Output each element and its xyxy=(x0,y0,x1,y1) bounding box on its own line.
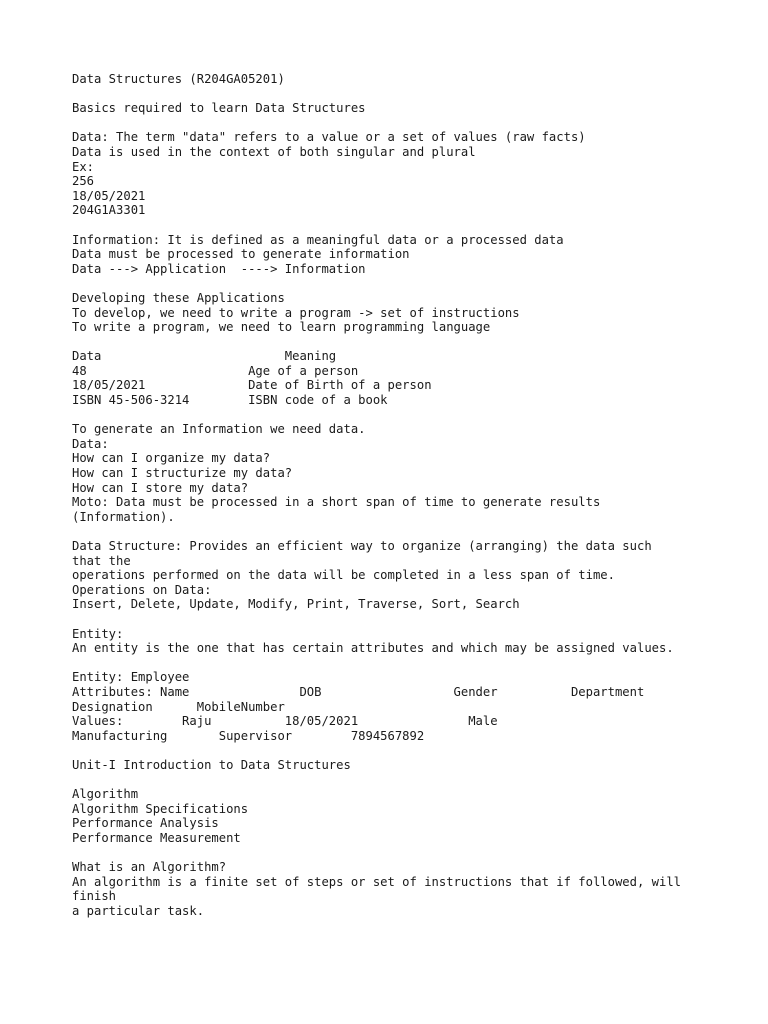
text-line: Ex: xyxy=(72,159,95,174)
text-line: Basics required to learn Data Structures xyxy=(72,101,366,116)
text-line: Values: Raju 18/05/2021 Male xyxy=(72,714,498,729)
text-line: ISBN 45-506-3214 ISBN code of a book xyxy=(72,393,388,408)
text-line: 256 xyxy=(72,174,95,189)
text-line: Data Meaning xyxy=(72,349,337,364)
text-line: Data ---> Application ----> Information xyxy=(72,261,366,276)
blank-line xyxy=(72,276,752,291)
text-line: that the xyxy=(72,553,131,568)
blank-line xyxy=(72,87,752,102)
text-line: Data Structure: Provides an efficient way to organize (arranging) the data such xyxy=(72,539,652,553)
blank-line xyxy=(72,743,752,758)
text-line: An entity is the one that has certain attributes and which may be assigned values. xyxy=(72,641,674,656)
blank-line xyxy=(72,845,752,860)
text-line: Designation MobileNumber xyxy=(72,699,285,714)
text-line: Data Structures (R204GA05201) xyxy=(72,72,285,86)
text-line: How can I structurize my data? xyxy=(72,466,293,481)
text-line: An algorithm is a finite set of steps or set of instructions that if followed, will xyxy=(72,874,682,889)
text-line: a particular task. xyxy=(72,903,205,918)
text-line: Algorithm xyxy=(72,787,139,802)
text-line: How can I store my data? xyxy=(72,480,249,495)
text-line: Unit-I Introduction to Data Structures xyxy=(72,757,351,772)
text-line: 18/05/2021 Date of Birth of a person xyxy=(72,378,432,393)
text-line: What is an Algorithm? xyxy=(72,860,227,875)
blank-line xyxy=(72,408,752,423)
blank-line xyxy=(72,524,752,539)
text-line: finish xyxy=(72,889,117,904)
text-line: Developing these Applications xyxy=(72,290,285,305)
text-line: Information: It is defined as a meaningful data or a processed data xyxy=(72,232,564,247)
text-line: 18/05/2021 xyxy=(72,188,146,203)
text-line: Performance Analysis xyxy=(72,816,219,831)
text-line: Data: xyxy=(72,436,109,451)
text-line: Entity: xyxy=(72,626,124,641)
text-line: Data is used in the context of both singular and plural xyxy=(72,144,476,159)
blank-line xyxy=(72,773,752,788)
blank-line xyxy=(72,218,752,233)
text-line: Insert, Delete, Update, Modify, Print, Traverse, Sort, Search xyxy=(72,597,520,612)
text-line: 204G1A3301 xyxy=(72,203,146,218)
text-line: (Information). xyxy=(72,509,175,524)
text-line: To develop, we need to write a program -> set of instructions xyxy=(72,305,520,320)
text-line: Operations on Data: xyxy=(72,582,212,597)
text-line: Data: The term "data" refers to a value or a set of values (raw facts) xyxy=(72,130,586,145)
text-line: Moto: Data must be processed in a short span of time to generate results xyxy=(72,495,601,510)
text-line: Algorithm Specifications xyxy=(72,801,249,816)
blank-line xyxy=(72,116,752,131)
document-body xyxy=(72,72,752,918)
blank-line xyxy=(72,335,752,350)
text-line: operations performed on the data will be completed in a less span of time. xyxy=(72,568,615,583)
text-line: 48 Age of a person xyxy=(72,363,359,378)
blank-line xyxy=(72,612,752,627)
text-line: Entity: Employee xyxy=(72,670,190,685)
text-line: To write a program, we need to learn programming language xyxy=(72,320,491,335)
text-line: Performance Measurement xyxy=(72,830,241,845)
text-line: Manufacturing Supervisor 7894567892 xyxy=(72,728,425,743)
text-line: To generate an Information we need data. xyxy=(72,422,366,437)
blank-line xyxy=(72,656,752,671)
text-line: Attributes: Name DOB Gender Department xyxy=(72,684,645,699)
text-line: How can I organize my data? xyxy=(72,451,271,466)
text-line: Data must be processed to generate information xyxy=(72,247,410,262)
